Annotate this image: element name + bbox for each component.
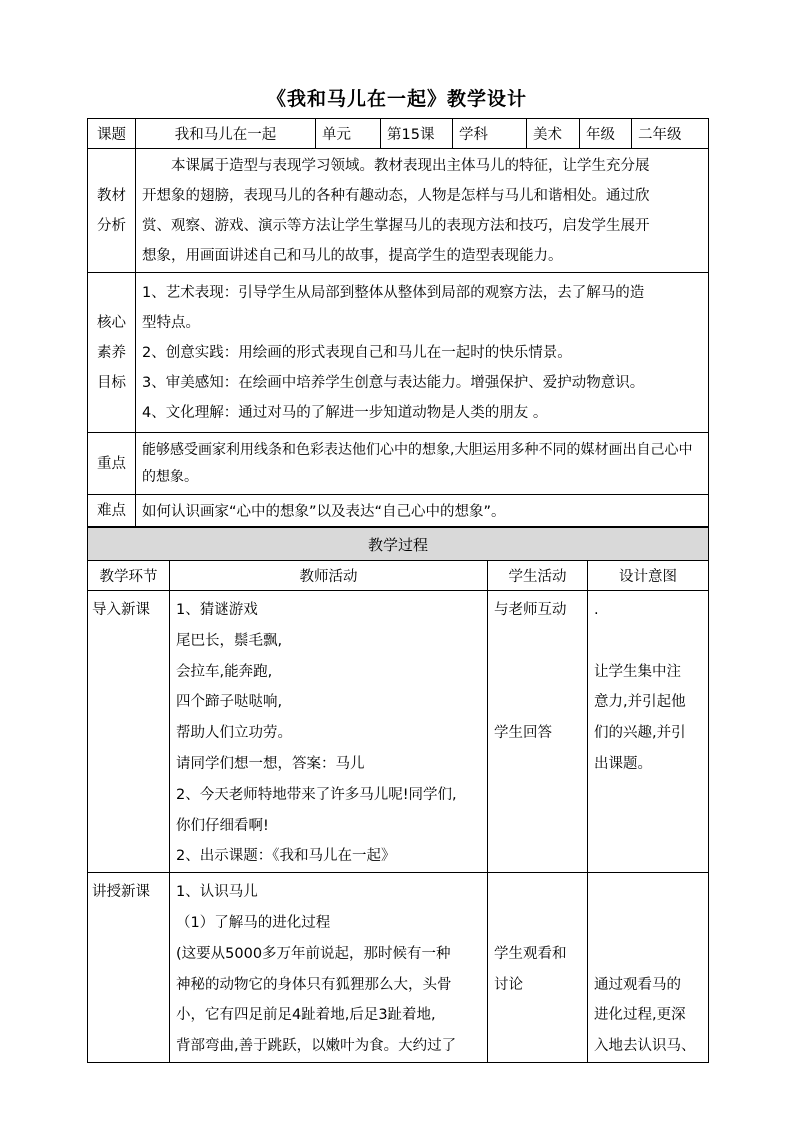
process-row-intro xyxy=(88,591,709,873)
difficulty-row xyxy=(88,495,709,527)
analysis-label: 教材 分析 xyxy=(88,149,136,273)
difficulty-text: 如何认识画家“心中的想象”以及表达“自己心中的想象”。 xyxy=(136,495,709,527)
intent-teaching: 通过观看马的 进化过程,更深 入地去认识马、 xyxy=(588,873,709,1063)
lesson-info-table xyxy=(87,118,709,527)
header-row xyxy=(88,119,709,149)
col-stage: 教学环节 xyxy=(88,561,170,591)
unit-label: 单元 xyxy=(316,119,381,149)
intent-intro: . 让学生集中注 意力,并引起他 们的兴趣,并引 出课题。 xyxy=(588,591,709,873)
key-point-row xyxy=(88,433,709,495)
col-teacher: 教师活动 xyxy=(170,561,488,591)
unit-value: 第15课 xyxy=(381,119,453,149)
difficulty-label: 难点 xyxy=(88,495,136,527)
subject-label: 学科 xyxy=(453,119,527,149)
grade-value: 二年级 xyxy=(632,119,709,149)
key-point-text: 能够感受画家利用线条和色彩表达他们心中的想象,大胆运用多种不同的媒材画出自己心中 的想象。 xyxy=(136,433,709,495)
key-point-label: 重点 xyxy=(88,433,136,495)
literacy-text: 1、艺术表现：引导学生从局部到整体从整体到局部的观察方法，去了解马的造 型特点。 2、创意实践：用绘画的形式表现自己和马儿在一起时的快乐情景。 3、审美感知：在绘画中培养学生创意与表达能力。增强保护、爱护动物意识。 4、文化理解：通过对马的了解进一步知道动物是人类的朋友 。 xyxy=(136,273,709,433)
process-columns-row xyxy=(88,561,709,591)
subject-value: 美术 xyxy=(527,119,580,149)
literacy-label: 核心 素养 目标 xyxy=(88,273,136,433)
teacher-intro: 1、猜谜游戏 尾巴长，鬃毛飘, 会拉车,能奔跑, 四个蹄子哒哒响, 帮助人们立功劳。 请同学们想一想，答案：马儿 2、今天老师特地带来了许多马儿呢!同学们, 你们仔细看啊! 2、出示课题：《我和马儿在一起》 xyxy=(170,591,488,873)
process-heading: 教学过程 xyxy=(88,528,709,561)
analysis-text: 本课属于造型与表现学习领域。教材表现出主体马儿的特征，让学生充分展 开想象的翅膀，表现马儿的各种有趣动态，人物是怎样与马儿和谐相处。通过欣 赏、观察、游戏、演示等方法让学生掌握马儿的表现方法和技巧，启发学生展开 想象，用画面讲述自己和马儿的故事，提高学生的造型表现能力。 xyxy=(136,149,709,273)
student-teaching: 学生观看和 讨论 xyxy=(488,873,588,1063)
document-title: 《我和马儿在一起》教学设计 xyxy=(266,88,527,110)
stage-intro: 导入新课 xyxy=(88,591,170,873)
process-table xyxy=(87,527,709,1063)
literacy-row xyxy=(88,273,709,433)
ke-ti-value: 我和马儿在一起 xyxy=(136,119,316,149)
teacher-teaching: 1、认识马儿 （1）了解马的进化过程 (这要从5000多万年前说起，那时候有一种 神秘的动物它的身体只有狐狸那么大，头骨 小，它有四足前足4趾着地,后足3趾着地, 背部弯曲,善于跳跃，以嫩叶为食。大约过了 xyxy=(170,873,488,1063)
stage-teaching: 讲授新课 xyxy=(88,873,170,1063)
ke-ti-label: 课题 xyxy=(88,119,136,149)
col-student: 学生活动 xyxy=(488,561,588,591)
process-row-teaching xyxy=(88,873,709,1063)
col-intent: 设计意图 xyxy=(588,561,709,591)
student-intro: 与老师互动 学生回答 xyxy=(488,591,588,873)
analysis-row xyxy=(88,149,709,273)
process-heading-row xyxy=(88,528,709,561)
grade-label: 年级 xyxy=(580,119,632,149)
